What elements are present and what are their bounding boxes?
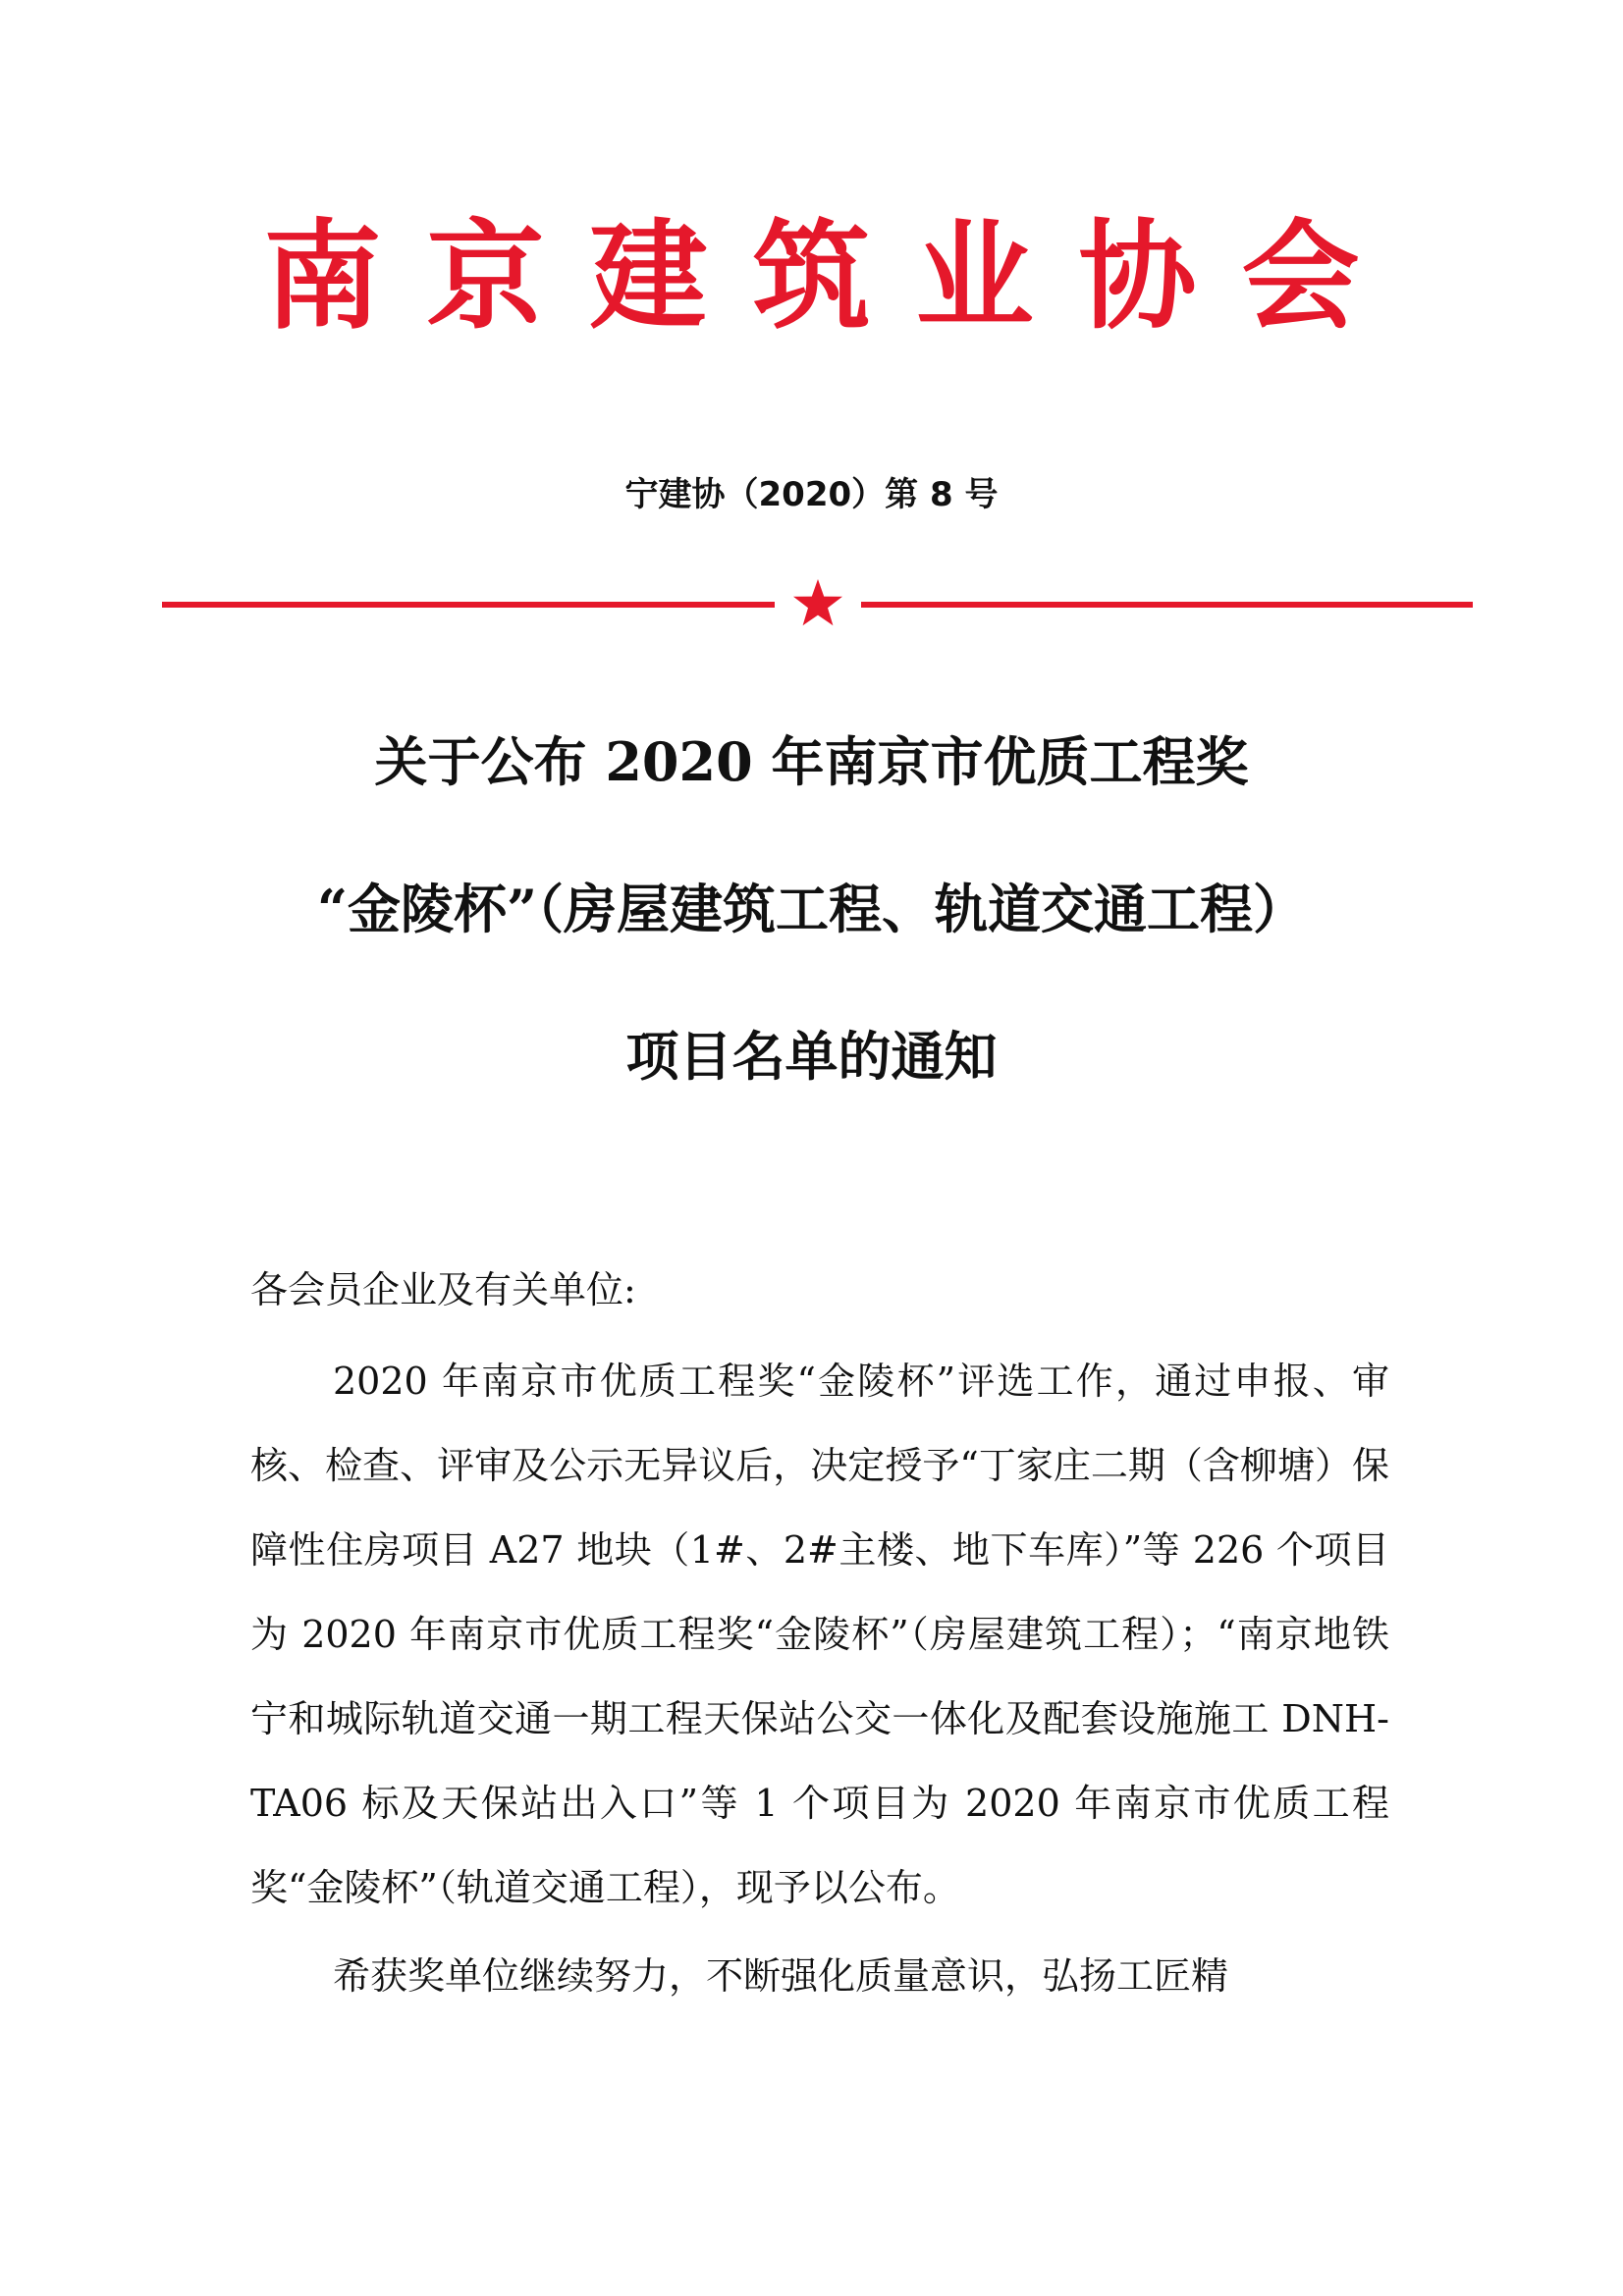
document-number: 宁建协（2020）第 8 号 bbox=[624, 475, 999, 514]
title-line-1: 关于公布 2020 年南京市优质工程奖 bbox=[374, 730, 1249, 793]
organization-header: 南京建筑业协会 bbox=[263, 207, 1405, 346]
body-paragraph-2: 希获奖单位继续努力，不断强化质量意识，弘扬工匠精 bbox=[333, 1954, 1229, 1998]
salutation: 各会员企业及有关单位: bbox=[250, 1268, 636, 1311]
title-line-2: “金陵杯”（房屋建筑工程、轨道交通工程） bbox=[316, 878, 1307, 940]
body-paragraph-1: 2020 年南京市优质工程奖“金陵杯”评选工作，通过申报、审核、检查、评审及公示无异议后，决定授予“丁家庄二期（含柳塘）保障性住房项目 A27 地块（1#、2#主楼、地下车库）”等 226 个项目为 2020 年南京市优质工程奖“金陵杯”（房屋建筑工程）；“南京地铁宁和城际轨道交通一期工程天保站公交一体化及配套设施施工 DNH-TA06 标及天保站出入口”等 1 个项目为 2020 年南京市优质工程奖“金陵杯”（轨道交通工程），现予以公布。 bbox=[250, 1360, 1389, 1909]
notice-title bbox=[0, 726, 1623, 1168]
title-line-3: 项目名单的通知 bbox=[625, 1025, 998, 1088]
notice-body bbox=[250, 1262, 1389, 2018]
divider-line-left bbox=[162, 602, 775, 608]
red-star-icon bbox=[790, 577, 845, 632]
divider-line-right bbox=[861, 602, 1473, 608]
header-divider bbox=[162, 577, 1473, 632]
